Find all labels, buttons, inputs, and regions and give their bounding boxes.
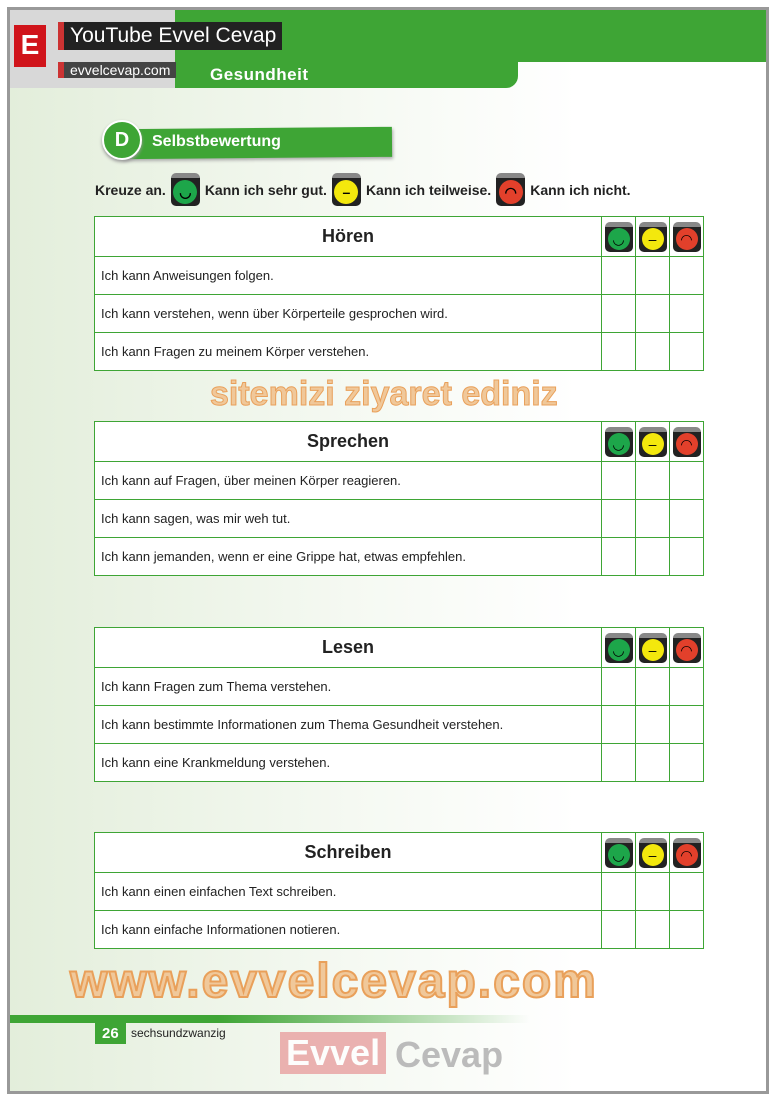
checkbox-good[interactable] (602, 706, 636, 744)
smiley-red-icon: ◠ (673, 427, 701, 457)
smiley-green-icon: ◡ (605, 427, 633, 457)
checkbox-partly[interactable] (636, 538, 670, 576)
smiley-red-icon: ◠ (673, 222, 701, 252)
self-assessment-table (94, 216, 704, 371)
table-row (95, 500, 704, 538)
checkbox-good[interactable] (602, 911, 636, 949)
statement: Ich kann sagen, was mir weh tut. (95, 500, 602, 538)
table-row (95, 911, 704, 949)
smiley-red-icon: ◠ (673, 633, 701, 663)
statement: Ich kann Fragen zu meinem Körper verstehen. (95, 333, 602, 371)
watermark-visit: sitemizi ziyaret ediniz (210, 375, 558, 413)
section-letter: D (102, 120, 142, 160)
checkbox-not[interactable] (670, 500, 704, 538)
table-row (95, 873, 704, 911)
table-row (95, 333, 704, 371)
statement: Ich kann einen einfachen Text schreiben. (95, 873, 602, 911)
statement: Ich kann jemanden, wenn er eine Grippe hat, etwas empfehlen. (95, 538, 602, 576)
smiley-yellow-icon: – (639, 427, 667, 457)
legend-intro: Kreuze an. (95, 181, 166, 198)
watermark-logo-cevap: Cevap (395, 1034, 504, 1075)
statement: Ich kann auf Fragen, über meinen Körper reagieren. (95, 462, 602, 500)
checkbox-partly[interactable] (636, 500, 670, 538)
checkbox-partly[interactable] (636, 706, 670, 744)
section-title: Selbstbewertung (152, 133, 281, 150)
checkbox-not[interactable] (670, 744, 704, 782)
checkbox-good[interactable] (602, 295, 636, 333)
checkbox-partly[interactable] (636, 744, 670, 782)
smiley-green-icon: ◡ (171, 173, 200, 206)
checkbox-not[interactable] (670, 295, 704, 333)
checkbox-partly[interactable] (636, 668, 670, 706)
col-good (602, 833, 636, 873)
table-row (95, 295, 704, 333)
col-not (670, 422, 704, 462)
smiley-green-icon: ◡ (605, 222, 633, 252)
checkbox-partly[interactable] (636, 257, 670, 295)
smiley-yellow-icon: – (639, 222, 667, 252)
table-row (95, 538, 704, 576)
youtube-banner: YouTube Evvel Cevap (58, 22, 282, 50)
logo-icon: E (14, 25, 46, 67)
self-assessment-table (94, 421, 704, 576)
page-number-word: sechsundzwanzig (131, 1026, 226, 1040)
page-number: 26 (95, 1023, 126, 1044)
chapter-title: Gesundheit (210, 65, 309, 84)
checkbox-good[interactable] (602, 333, 636, 371)
table-row (95, 257, 704, 295)
col-not (670, 833, 704, 873)
checkbox-partly[interactable] (636, 333, 670, 371)
checkbox-not[interactable] (670, 668, 704, 706)
statement: Ich kann bestimmte Informationen zum Thema Gesundheit verstehen. (95, 706, 602, 744)
checkbox-good[interactable] (602, 744, 636, 782)
statement: Ich kann verstehen, wenn über Körperteile gesprochen wird. (95, 295, 602, 333)
checkbox-partly[interactable] (636, 462, 670, 500)
col-partly (636, 422, 670, 462)
col-not (670, 628, 704, 668)
legend-good: Kann ich sehr gut. (204, 181, 327, 198)
col-partly (636, 833, 670, 873)
checkbox-not[interactable] (670, 538, 704, 576)
legend (95, 173, 631, 206)
legend-not: Kann ich nicht. (530, 181, 631, 198)
watermark-url: www.evvelcevap.com (70, 955, 598, 1008)
legend-partly: Kann ich teilweise. (365, 181, 492, 198)
checkbox-partly[interactable] (636, 911, 670, 949)
checkbox-good[interactable] (602, 538, 636, 576)
table-row (95, 462, 704, 500)
smiley-green-icon: ◡ (605, 633, 633, 663)
col-partly (636, 217, 670, 257)
checkbox-not[interactable] (670, 257, 704, 295)
smiley-yellow-icon: – (639, 838, 667, 868)
self-assessment-table (94, 627, 704, 782)
checkbox-not[interactable] (670, 911, 704, 949)
table-title: Sprechen (95, 422, 602, 462)
self-assessment-table (94, 832, 704, 949)
table-title: Hören (95, 217, 602, 257)
checkbox-good[interactable] (602, 462, 636, 500)
table-title: Lesen (95, 628, 602, 668)
checkbox-good[interactable] (602, 873, 636, 911)
statement: Ich kann eine Krankmeldung verstehen. (95, 744, 602, 782)
col-good (602, 628, 636, 668)
table-row (95, 668, 704, 706)
checkbox-not[interactable] (670, 333, 704, 371)
statement: Ich kann Fragen zum Thema verstehen. (95, 668, 602, 706)
page (7, 7, 769, 1094)
checkbox-partly[interactable] (636, 295, 670, 333)
checkbox-good[interactable] (602, 500, 636, 538)
col-partly (636, 628, 670, 668)
statement: Ich kann einfache Informationen notieren. (95, 911, 602, 949)
col-good (602, 217, 636, 257)
table-row (95, 706, 704, 744)
smiley-yellow-icon: – (639, 633, 667, 663)
checkbox-not[interactable] (670, 873, 704, 911)
smiley-red-icon: ◠ (673, 838, 701, 868)
col-good (602, 422, 636, 462)
checkbox-good[interactable] (602, 668, 636, 706)
table-row (95, 744, 704, 782)
watermark-logo-evvel: Evvel (280, 1032, 386, 1074)
smiley-green-icon: ◡ (605, 838, 633, 868)
smiley-yellow-icon: – (332, 173, 361, 206)
smiley-red-icon: ◠ (496, 173, 525, 206)
site-link[interactable]: evvelcevap.com (58, 62, 176, 78)
checkbox-not[interactable] (670, 462, 704, 500)
checkbox-partly[interactable] (636, 873, 670, 911)
table-title: Schreiben (95, 833, 602, 873)
statement: Ich kann Anweisungen folgen. (95, 257, 602, 295)
checkbox-not[interactable] (670, 706, 704, 744)
col-not (670, 217, 704, 257)
footer-bar (10, 1015, 530, 1023)
checkbox-good[interactable] (602, 257, 636, 295)
